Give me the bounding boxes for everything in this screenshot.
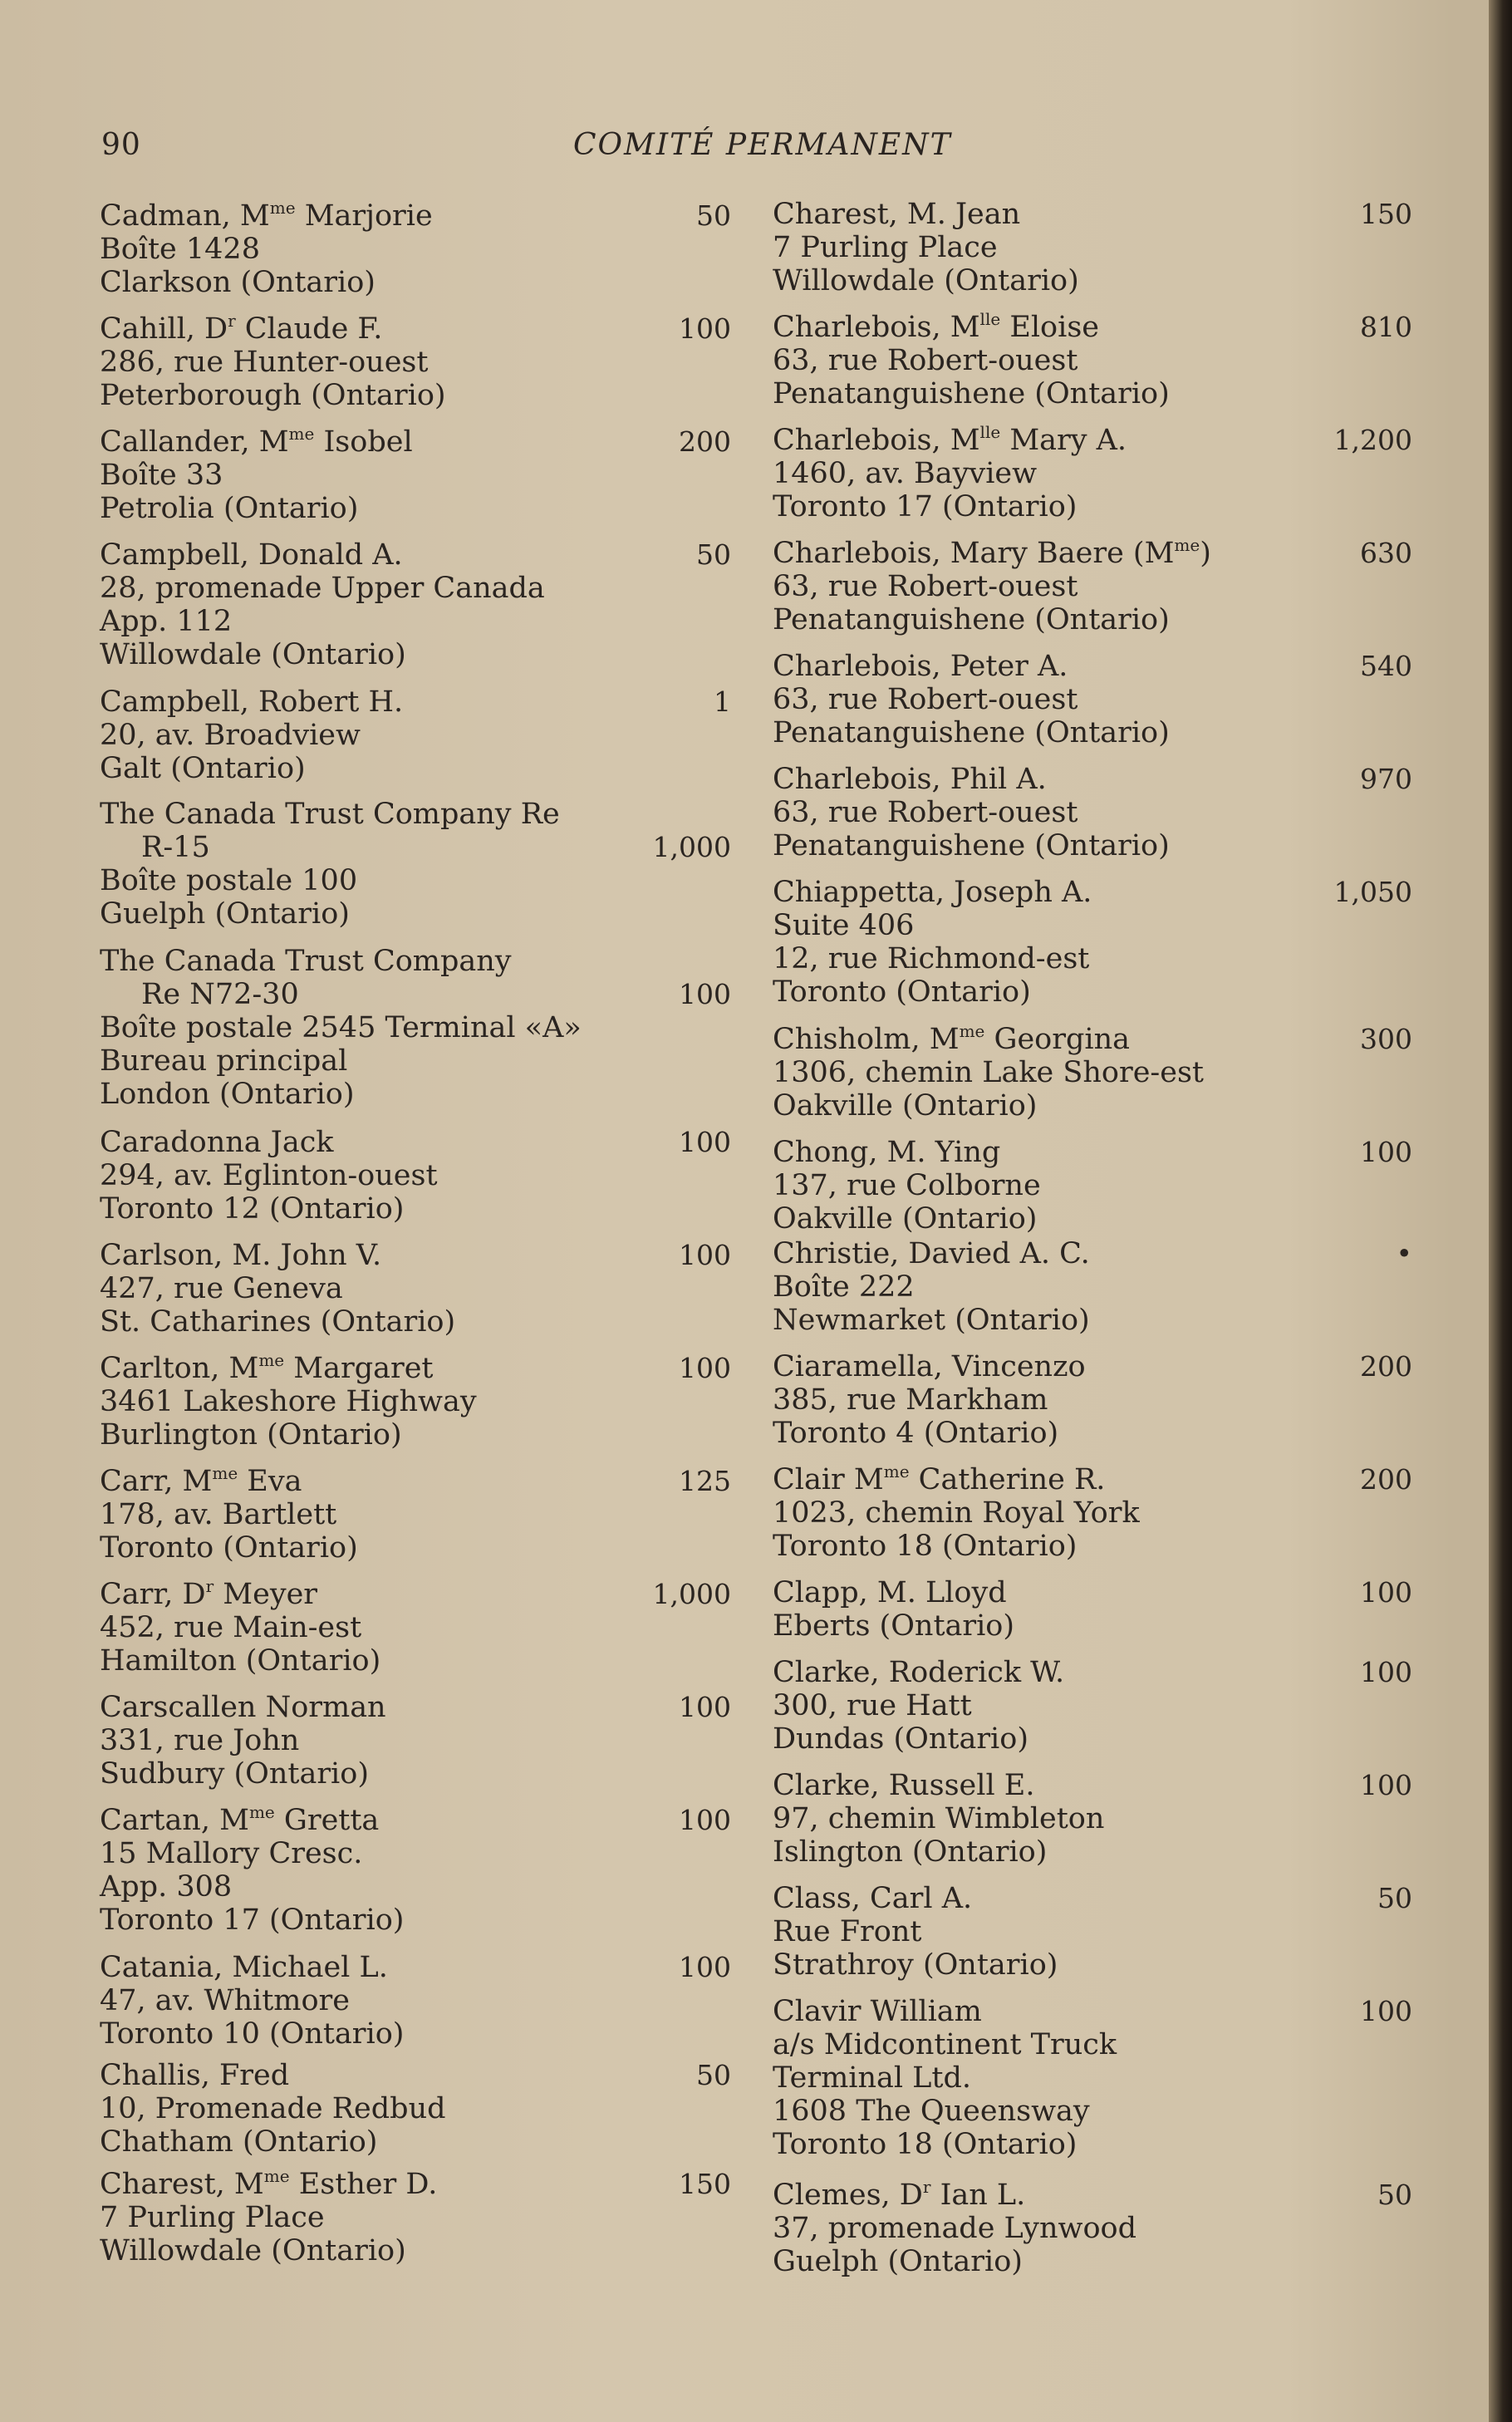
entry-address-line: 28, promenade Upper Canada	[100, 572, 545, 605]
entry-address-line: 427, rue Geneva	[100, 1272, 343, 1305]
directory-entry	[100, 2059, 731, 2159]
entry-address-line: 1460, av. Bayview	[773, 457, 1038, 490]
entry-address-line: Strathroy (Ontario)	[773, 1948, 1058, 1982]
entry-name: Carscallen Norman	[100, 1691, 386, 1724]
entry-amount: 100	[679, 1239, 731, 1271]
directory-entry	[773, 311, 1412, 410]
entry-address-line: 137, rue Colborne	[773, 1169, 1041, 1202]
entry-address-line: 1608 The Queensway	[773, 2095, 1090, 2128]
entry-name: Catania, Michael L.	[100, 1951, 388, 1984]
directory-entry	[773, 650, 1412, 749]
entry-amount: 100	[1360, 1576, 1412, 1609]
entry-amount: 150	[679, 2168, 731, 2200]
entry-name: Clemes, $D^r$ Ian L.	[773, 2177, 1026, 2212]
entry-address-line: Terminal Ltd.	[773, 2061, 972, 2095]
directory-entry	[100, 312, 731, 412]
entry-address-line: Rue Front	[773, 1915, 922, 1948]
entry-address-line: Boîte 222	[773, 1270, 915, 1304]
entry-name: Carr, $D^r$ Meyer	[100, 1576, 318, 1611]
entry-address-line: 20, av. Broadview	[100, 719, 361, 752]
entry-address-line: 1306, chemin Lake Shore-est	[773, 1056, 1204, 1089]
entry-address-line: 385, rue Markham	[773, 1383, 1048, 1417]
entry-name: Class, Carl A.	[773, 1882, 973, 1915]
entry-address-line: Toronto 12 (Ontario)	[100, 1192, 405, 1226]
entry-address-line: 1023, chemin Royal York	[773, 1496, 1140, 1530]
entry-address-line: Penatanguishene (Ontario)	[773, 716, 1170, 749]
directory-entry	[773, 1463, 1412, 1563]
entry-address-line: Burlington (Ontario)	[100, 1418, 402, 1452]
directory-entry	[773, 537, 1412, 636]
entry-amount: 125	[679, 1465, 731, 1497]
entry-address-line: Dundas (Ontario)	[773, 1722, 1028, 1756]
entry-address-line: Oakville (Ontario)	[773, 1089, 1038, 1123]
title-superscript: lle	[979, 309, 1001, 329]
directory-entry	[100, 1804, 731, 1937]
book-spine-shadow	[1489, 0, 1512, 2422]
entry-address-line: Toronto 10 (Ontario)	[100, 2017, 405, 2051]
entry-amount: 50	[1377, 1882, 1412, 1914]
entry-address-line: Toronto 18 (Ontario)	[773, 2128, 1078, 2161]
entry-address-line: Suite 406	[773, 909, 915, 942]
title-superscript: me	[1174, 535, 1200, 555]
entry-name: Campbell, Donald A.	[100, 538, 403, 572]
entry-address-line: 97, chemin Wimbleton	[773, 1802, 1105, 1835]
entry-name-continued: Re N72-30	[141, 978, 299, 1011]
entry-name-continued: R-15	[141, 831, 210, 864]
entry-amount: 100	[679, 1804, 731, 1836]
directory-entry	[100, 425, 731, 525]
entry-amount: 150	[1360, 198, 1412, 230]
entry-address-line: Eberts (Ontario)	[773, 1609, 1015, 1643]
directory-entry	[773, 1882, 1412, 1982]
entry-address-line: 63, rue Robert-ouest	[773, 683, 1078, 716]
entry-amount: 810	[1360, 311, 1412, 343]
entry-name: Cartan, $M^{me}$ Gretta	[100, 1802, 380, 1837]
entry-name: Charlebois, Phil A.	[773, 763, 1047, 796]
directory-entry	[773, 1136, 1412, 1236]
entry-amount: 100	[1360, 1656, 1412, 1688]
entry-address-line: Peterborough (Ontario)	[100, 379, 446, 412]
entry-address-line: St. Catharines (Ontario)	[100, 1305, 456, 1339]
directory-entry	[773, 876, 1412, 1009]
entry-address-line: 15 Mallory Cresc.	[100, 1837, 363, 1870]
title-superscript: me	[269, 198, 296, 218]
entry-name: Challis, Fred	[100, 2059, 290, 2092]
entry-address-line: 286, rue Hunter-ouest	[100, 346, 429, 379]
entry-address-line: Petrolia (Ontario)	[100, 492, 359, 525]
title-superscript: me	[248, 1802, 275, 1822]
entry-amount: 100	[679, 1126, 731, 1158]
title-superscript: me	[258, 1350, 285, 1370]
entry-address-line: Hamilton (Ontario)	[100, 1644, 381, 1678]
entry-amount: 200	[679, 425, 731, 458]
entry-amount: 100	[679, 1691, 731, 1723]
entry-address-line: London (Ontario)	[100, 1078, 355, 1111]
title-superscript: me	[288, 424, 315, 444]
entry-name: Ciaramella, Vincenzo	[773, 1350, 1086, 1383]
entry-address-line: 10, Promenade Redbud	[100, 2092, 446, 2125]
entry-amount: 50	[1377, 2179, 1412, 2211]
entry-address-line: Islington (Ontario)	[773, 1835, 1048, 1869]
entry-name: Clarke, Roderick W.	[773, 1656, 1065, 1689]
directory-entry	[100, 1352, 731, 1452]
entry-address-line: Toronto (Ontario)	[100, 1531, 358, 1565]
directory-entry	[100, 538, 731, 671]
entry-address-line: 300, rue Hatt	[773, 1689, 972, 1722]
entry-amount: 100	[1360, 1995, 1412, 2027]
entry-address-line: 294, av. Eglinton-ouest	[100, 1159, 438, 1192]
entry-name: Carlton, $M^{me}$ Margaret	[100, 1350, 434, 1385]
entry-address-line: Guelph (Ontario)	[100, 897, 350, 931]
title-superscript: r	[205, 1576, 214, 1596]
directory-entry	[100, 685, 731, 785]
entry-address-line: Clarkson (Ontario)	[100, 266, 376, 299]
entry-amount: 50	[696, 2059, 731, 2091]
entry-address-line: 452, rue Main-est	[100, 1611, 362, 1644]
entry-address-line: App. 308	[100, 1870, 233, 1904]
entry-amount: 200	[1360, 1350, 1412, 1383]
entry-address-line: Guelph (Ontario)	[773, 2245, 1023, 2278]
entry-name: Charest, M. Jean	[773, 198, 1021, 231]
directory-entry	[773, 1350, 1412, 1450]
directory-entry	[773, 1656, 1412, 1756]
entry-address-line: Bureau principal	[100, 1044, 348, 1078]
entry-amount: 970	[1360, 763, 1412, 795]
entry-name: Chong, M. Ying	[773, 1136, 1001, 1169]
entry-name: Clarke, Russell E.	[773, 1769, 1035, 1802]
title-superscript: lle	[979, 422, 1001, 442]
directory-entry	[100, 1465, 731, 1565]
directory-entry	[100, 1239, 731, 1339]
directory-entry	[773, 2179, 1412, 2278]
entry-amount: 1,050	[1333, 876, 1412, 908]
directory-entry	[100, 199, 731, 299]
entry-name: Chiappetta, Joseph A.	[773, 876, 1092, 909]
entry-address-line: 37, promenade Lynwood	[773, 2212, 1136, 2245]
entry-name: Clavir William	[773, 1995, 982, 2028]
directory-entry	[773, 1576, 1412, 1643]
entry-address-line: Boîte postale 2545 Terminal «A»	[100, 1011, 582, 1044]
entry-address-line: Penatanguishene (Ontario)	[773, 603, 1170, 636]
entry-address-line: 7 Purling Place	[773, 231, 998, 264]
directory-entry	[100, 1951, 731, 2051]
entry-address-line: Toronto 18 (Ontario)	[773, 1530, 1078, 1563]
entry-address-line: App. 112	[100, 605, 233, 638]
entry-name: Carr, $M^{me}$ Eva	[100, 1463, 302, 1498]
entry-address-line: Galt (Ontario)	[100, 752, 306, 785]
entry-name: Charest, $M^{me}$ Esther D.	[100, 2166, 438, 2201]
entry-address-line: 63, rue Robert-ouest	[773, 570, 1078, 603]
entry-address-line: Toronto 17 (Ontario)	[100, 1904, 405, 1937]
directory-entry	[100, 1578, 731, 1678]
entry-name: Clair $M^{me}$ Catherine R.	[773, 1462, 1106, 1496]
entry-amount: 300	[1360, 1023, 1412, 1055]
entry-address-line: Willowdale (Ontario)	[100, 638, 406, 671]
title-superscript: r	[922, 2177, 931, 2197]
title-superscript: me	[883, 1462, 910, 1481]
entry-address-line: 178, av. Bartlett	[100, 1498, 337, 1531]
entry-name: Cahill, $D^r$ Claude F.	[100, 311, 383, 346]
directory-entry	[773, 1237, 1412, 1337]
entry-name: The Canada Trust Company Re	[100, 798, 560, 831]
entry-name: Chisholm, $M^{me}$ Georgina	[773, 1021, 1130, 1056]
entry-address-line: Oakville (Ontario)	[773, 1202, 1038, 1236]
entry-name: Charlebois, $M^{lle}$ Eloise	[773, 309, 1099, 344]
entry-address-line: Boîte 33	[100, 459, 223, 492]
entry-amount: 100	[679, 312, 731, 345]
running-head-title: COMITÉ PERMANENT	[573, 128, 952, 162]
entry-address-line: Boîte 1428	[100, 233, 260, 266]
entry-name: Charlebois, Peter A.	[773, 650, 1068, 683]
entry-amount: 100	[679, 1352, 731, 1384]
entry-name: Clapp, M. Lloyd	[773, 1576, 1007, 1609]
directory-entry	[773, 763, 1412, 862]
title-superscript: me	[959, 1021, 985, 1041]
directory-entry	[773, 1769, 1412, 1869]
entry-address-line: 63, rue Robert-ouest	[773, 796, 1078, 829]
entry-address-line: Willowdale (Ontario)	[773, 264, 1079, 297]
entry-address-line: Toronto (Ontario)	[773, 975, 1031, 1009]
directory-entry	[773, 198, 1412, 297]
entry-name: Charlebois, $M^{lle}$ Mary A.	[773, 422, 1127, 457]
directory-entry	[100, 1126, 731, 1226]
entry-amount: 200	[1360, 1463, 1412, 1496]
directory-entry	[100, 945, 731, 1111]
entry-address-line: 3461 Lakeshore Highway	[100, 1385, 477, 1418]
entry-amount: 1,000	[652, 831, 731, 863]
entry-amount: 100	[679, 1951, 731, 1983]
entry-address-line: Sudbury (Ontario)	[100, 1757, 369, 1791]
entry-address-line: Penatanguishene (Ontario)	[773, 377, 1170, 410]
directory-entry	[773, 1023, 1412, 1123]
entry-name: Caradonna Jack	[100, 1126, 334, 1159]
entry-amount: 1,200	[1333, 424, 1412, 456]
entry-address-line: Penatanguishene (Ontario)	[773, 829, 1170, 862]
entry-address-line: 12, rue Richmond-est	[773, 942, 1090, 975]
entry-address-line: 63, rue Robert-ouest	[773, 344, 1078, 377]
entry-address-line: Boîte postale 100	[100, 864, 358, 897]
directory-entry	[100, 1691, 731, 1791]
entry-address-line: Willowdale (Ontario)	[100, 2234, 406, 2267]
entry-name: Cadman, $M^{me}$ Marjorie	[100, 198, 433, 233]
directory-entry	[100, 798, 731, 931]
entry-amount: •	[1396, 1237, 1412, 1270]
entry-amount: 50	[696, 538, 731, 571]
entry-name: Christie, Davied A. C.	[773, 1237, 1090, 1270]
entry-amount: 540	[1360, 650, 1412, 682]
entry-amount: 50	[696, 199, 731, 232]
entry-address-line: Toronto 4 (Ontario)	[773, 1417, 1059, 1450]
title-superscript: me	[212, 1463, 238, 1483]
entry-address-line: Newmarket (Ontario)	[773, 1304, 1090, 1337]
directory-entry	[773, 1995, 1412, 2161]
directory-entry	[100, 2168, 731, 2267]
entry-name: Charlebois, Mary Baere $(M^{me})$	[773, 535, 1211, 570]
entry-amount: 100	[679, 978, 731, 1010]
entry-address-line: 331, rue John	[100, 1724, 300, 1757]
title-superscript: me	[263, 2166, 290, 2186]
page-number: 90	[101, 128, 141, 162]
entry-name: Carlson, M. John V.	[100, 1239, 382, 1272]
entry-name: Callander, $M^{me}$ Isobel	[100, 424, 413, 459]
entry-name: Campbell, Robert H.	[100, 685, 404, 719]
entry-address-line: 7 Purling Place	[100, 2201, 325, 2234]
entry-address-line: 47, av. Whitmore	[100, 1984, 351, 2017]
title-superscript: r	[228, 311, 236, 331]
entry-name: The Canada Trust Company	[100, 945, 512, 978]
entry-amount: 100	[1360, 1136, 1412, 1168]
entry-address-line: a/s Midcontinent Truck	[773, 2028, 1117, 2061]
entry-amount: 1,000	[652, 1578, 731, 1610]
entry-amount: 630	[1360, 537, 1412, 569]
entry-address-line: Chatham (Ontario)	[100, 2125, 378, 2159]
entry-address-line: Toronto 17 (Ontario)	[773, 490, 1078, 523]
entry-amount: 100	[1360, 1769, 1412, 1801]
entry-amount: 1	[714, 685, 731, 718]
directory-entry	[773, 424, 1412, 523]
